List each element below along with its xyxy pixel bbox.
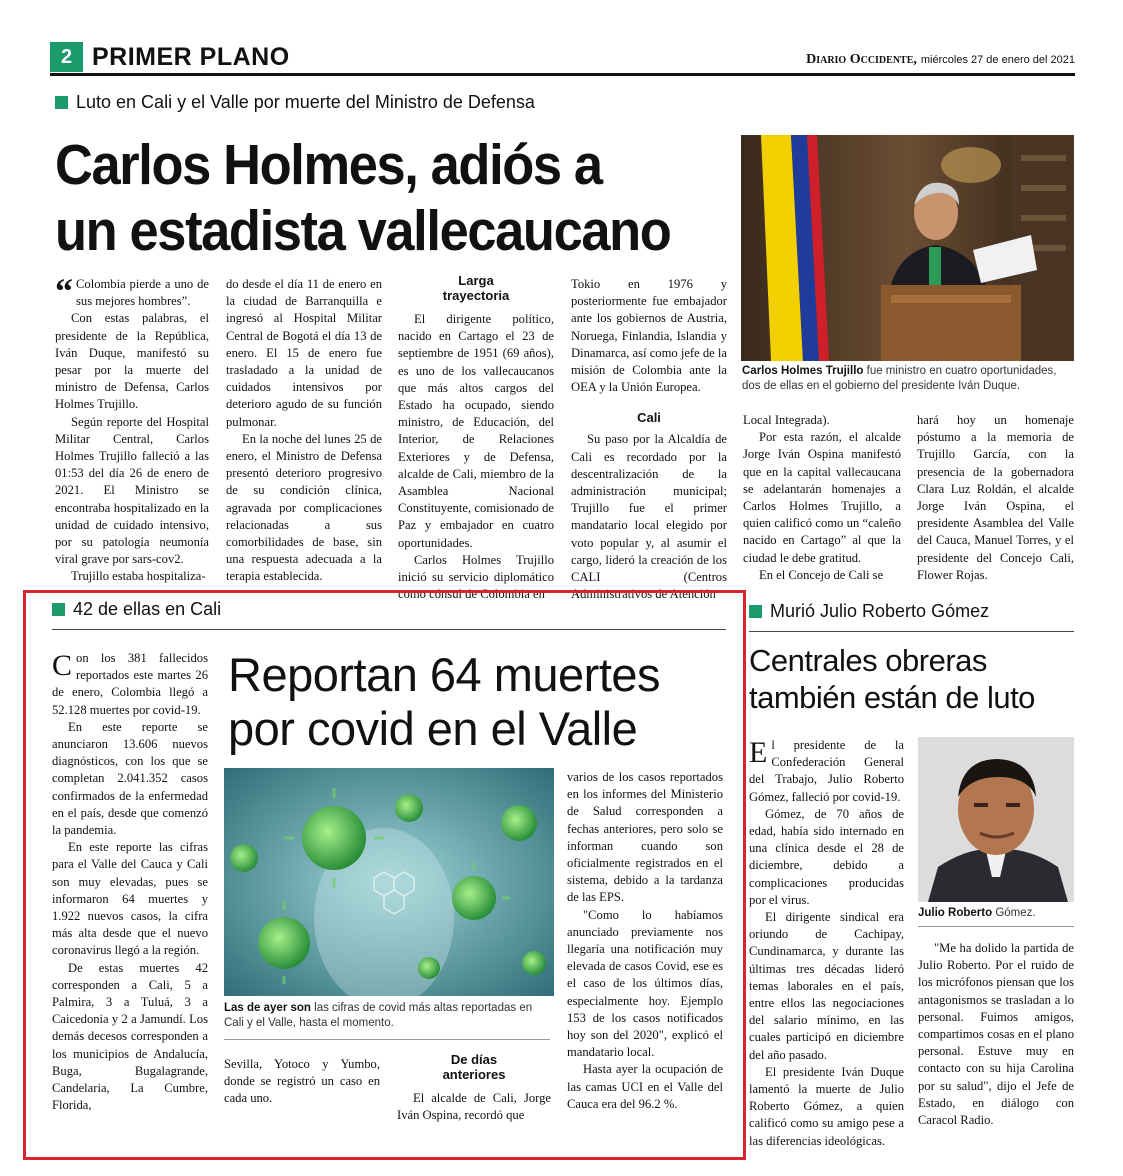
main-c6-p1: hará hoy un homenaje póstumo a la memoria de Trujillo García, con la presencia de la gobernadora Clara Luz Roldán, el alcalde Jorge Iván Ospina, el presidente Asamblea del Valle del Cauca, Manuel Torres, y el presidente del Concejo Cali, Flower Rojas. [917,413,1074,582]
covid-c1-p2: En este reporte se anunciaron 13.606 nuevos diagnósticos, con los que se completan 2.041.352 casos confirmados de la enfermedad en el país, desde que comenzó la pandemia. [52,719,208,838]
labor-c1-p2: El dirigente sindical era oriundo de Cachipay, Cundinamarca, y durante las últimas tres décadas lideró temas laborales en el país, entre ellos las negociaciones del salario mínimo, en las cuales participó en diciembre del año pasado. [749,910,904,1062]
main-kicker-text: Luto en Cali y el Valle por muerte del Ministro de Defensa [76,92,535,112]
main-c2-p2: En la noche del lunes 25 de enero, el Ministro de Defensa presentó deterioro progresivo de su condición clínica, agravada por complicaciones relacionadas a sus comorbilidades de base, sin una respuesta adecuada a la terapia establecida. [226,431,382,584]
labor-dropcap: E [749,736,768,769]
caption-text: fue ministro en cuatro oportunidades, dos de ellas en el gobierno del presidente Iván Duque. [742,365,1057,392]
section-title: PRIMER PLANO [92,43,290,71]
main-headline-line1: Carlos Holmes, adiós a [55,133,602,197]
main-c3-p2: Carlos Holmes Trujillo inició su servicio diplomático como cónsul de Colombia en [398,552,554,602]
labor-col-2 [918,940,1074,1129]
main-kicker [55,92,735,113]
covid-col-1 [52,650,208,1114]
main-col-3 [398,273,554,603]
covid-c1-p3: En este reporte las cifras para el Valle del Cauca y Cali son muy elevadas, pues se informaron 64 muertes y 1.922 nuevos casos, la cifra más alta desde que el nuevo coronavirus llegó a la región. [52,840,208,958]
quote-mark-icon: “ [55,271,73,311]
labor-c1-p1: Gómez, de 70 años de edad, había sido internado en una clínica desde el 28 de diciembre, debido a complicaciones producidas por el virus. [749,806,904,907]
covid-headline-line1: Reportan 64 muertes [228,648,661,701]
covid-c4-p2: "Como lo habíamos anunciado previamente nos llegaría una notificación muy elevada de casos Covid, ese es el caso de los últimos días, especialmente hoy. Ejemplo 153 de los casos notificados hoy son del 2020", explicó el mandatario local. [567,907,723,1060]
covid-col-2 [224,1056,380,1108]
covid-col-4 [567,769,723,1113]
virus-caption-text: las cifras de covid más altas reportadas en Cali y el Valle, hasta el momento. [224,1002,533,1029]
main-c4-p2: Su paso por la Alcaldía de Cali es recordado por la descentralización de la administración municipal; Trujillo fue el primer mandatario local elegido por voto popular y, al asumir el cargo, lideró la creación de los CALI (Centros Administrativos de Atención [571,432,727,602]
main-c3-p1: El dirigente político, nacido en Cartago el 23 de septiembre de 1951 (69 años), es uno de los vallecaucanos que más altos cargos del Estado ha ocupado, siendo ministro, de Educación, del Interior, de Relaciones Exteriores y de Defensa, alcalde de Cali, miembro de la Asamblea Nacional Constituyente, comisionado de Paz y embajador en cuatro oportunidades. [398,312,554,550]
kicker-square-icon [52,603,65,616]
covid-kicker [52,599,726,620]
main-c1-p1: Colombia pierde a uno de sus mejores hombres”. [76,277,209,309]
covid-col-3 [397,1052,551,1124]
covid-c4-p3: Hasta ayer la ocupación de las camas UCI en el Valle del Cauca era del 96.2 %. [567,1062,723,1111]
labor-kicker-rule [749,631,1074,632]
main-c2-p1: do desde el día 11 de enero en la ciudad de Barranquilla e ingresó al Hospital Militar Central de Bogotá el día 13 de enero. El 15 de enero fue trasladado a la unidad de cuidados intensivos por deterioro agudo de su función pulmonar. [226,277,382,429]
masthead-info [806,50,1075,68]
main-c1-p3: Según reporte del Hospital Militar Central, Carlos Holmes Trujillo falleció a las 01:53 del día 26 de enero de 2021. El Ministro se encontraba hospitalizado en la unidad de cuidado intensivo, por su patología neumonía viral grave por sars-cov2. [55,414,209,567]
caption-name: Carlos Holmes Trujillo [742,365,864,377]
julio-caption-rule [918,926,1074,927]
labor-headline-line2: también están de luto [749,680,1035,715]
main-col-2 [226,276,382,586]
labor-headline-line1: Centrales obreras [749,643,987,678]
virus-illustration [224,768,554,996]
covid-kicker-text: 42 de ellas en Cali [73,599,222,619]
main-col-6 [917,412,1074,584]
main-c1-p4: Trujillo estaba hospitaliza- [71,569,206,584]
covid-subhead: De días anteriores [442,1052,506,1082]
main-subhead-cali: Cali [637,410,661,426]
page-number: 2 [50,42,83,72]
main-c5-p2: Por esta razón, el alcalde Jorge Iván Ospina manifestó que en la capital vallecaucana se adelantarán homenajes a Carlos Holmes Trujillo, a quien calificó como un “caleño nacido en Cartago” al que la ciudad le debe gratitud. [743,430,901,565]
covid-headline-line2: por covid en el Valle [228,702,638,755]
labor-c1-intro: l presidente de la Confederación General del Trabajo, Julio Roberto Gómez, falleció por covid-19. [749,738,904,804]
virus-caption [224,1001,554,1031]
main-headline-line2: un estadista vallecaucano [55,199,671,263]
labor-c1-p3: El presidente Iván Duque lamentó la muerte de Julio Roberto Gómez, a quien calificó como su amigo pese a las diferencias ideológicas. [749,1064,904,1148]
main-c4-p1: Tokio en 1976 y posteriormente fue embajador ante los gobiernos de Austria, Noruega, Finlandia, Islandia y Dinamarca, así como jefe de la misión de Colombia ante la OEA y la Unión Europea. [571,277,727,395]
labor-col-1 [749,737,904,1150]
minister-photo-caption [742,364,1074,394]
page-header [50,40,1075,76]
kicker-square-icon [55,96,68,109]
covid-c1-p1: on los 381 fallecidos reportados este martes 26 de enero, Colombia llegó a 52.128 muertes por covid-19. [52,651,208,717]
covid-c2-p1: Sevilla, Yotoco y Yumbo, donde se registró un caso en cada uno. [224,1057,380,1106]
header-rule [50,73,1075,76]
main-subhead-trayectoria: Larga trayectoria [442,273,510,303]
main-col-5 [743,412,901,584]
julio-caption [918,906,1074,921]
julio-caption-bold: Julio Roberto [918,907,993,919]
covid-c1-p4: De estas muertes 42 corresponden a Cali, 5 a Palmira, 3 a Tuluá, 3 a Caicedonia y 2 a Jamundí. Los demás decesos corresponden a los municipios de Andalucía, Buga, Bugalagrande, Candelaria, La Cumbre, Florida, [52,960,208,1113]
minister-photo [741,135,1074,361]
labor-kicker-text: Murió Julio Roberto Gómez [770,601,990,621]
covid-kicker-rule [52,629,726,630]
julio-caption-text: Gómez. [995,907,1036,919]
covid-dropcap: C [52,649,73,682]
labor-headline [749,642,1074,716]
covid-c4-p1: varios de los casos reportados en los informes del Ministerio de Salud corresponden a fechas anteriores, pero solo se informan cuando son oficialmente registrados en el sistema, debido a la tardanza de las EPS. [567,770,723,905]
main-headline [55,132,681,264]
labor-kicker [749,601,1074,622]
labor-c2-p1: "Me ha dolido la partida de Julio Roberto. Por el ruido de los micrófonos piensan que los antagonismos se trasladan a lo personal. Fuimos amigos, compartimos cosas en el plano personal. Estuve muy en contacto con su hija Carolina por su salud", dijo el Jefe de Estado, en diálogo con Caracol Radio. [918,941,1075,1128]
kicker-square-icon [749,605,762,618]
main-col-1 [55,271,209,586]
paper-name: Diario Occidente, [806,52,917,67]
main-c5-p1: Local Integrada). [743,413,830,427]
covid-caption-rule [224,1039,550,1040]
covid-headline [228,648,728,756]
covid-c3-p1: El alcalde de Cali, Jorge Iván Ospina, recordó que [397,1091,551,1123]
main-c1-p2: Con estas palabras, el presidente de la República, Iván Duque, manifestó su pesar por la muerte del ministro de Defensa, Carlos Holmes Trujillo. [55,311,209,412]
issue-date: miércoles 27 de enero del 2021 [920,54,1075,66]
main-col-4 [571,276,727,603]
julio-roberto-photo [918,737,1074,902]
virus-caption-bold: Las de ayer son [224,1002,311,1014]
main-c5-p3: En el Concejo de Cali se [759,567,884,582]
